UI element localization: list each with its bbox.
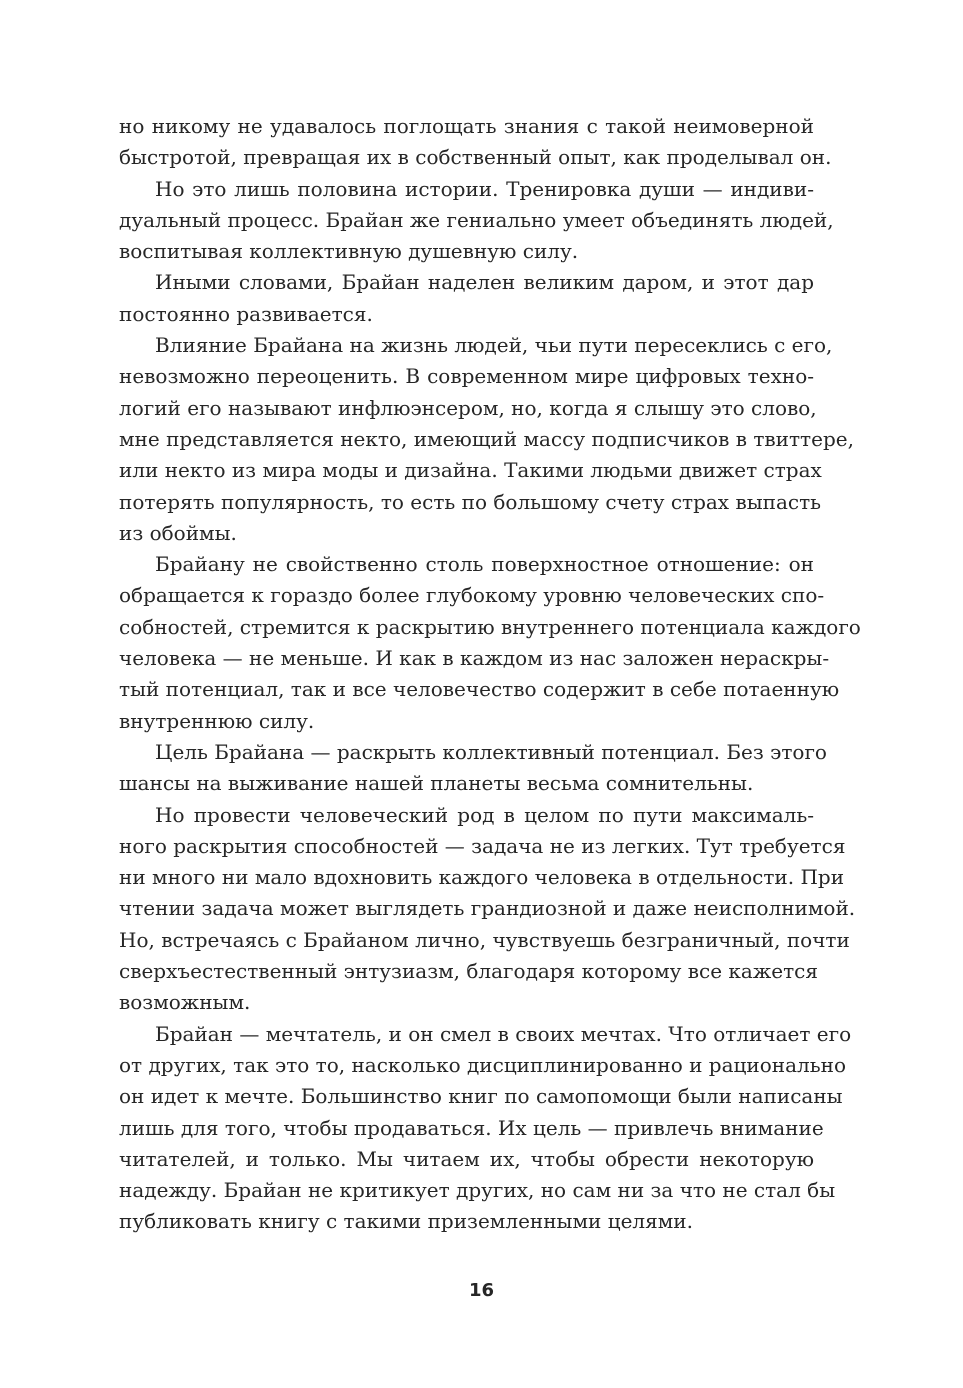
text-line: потерять популярность, то есть по большому счету страх выпасть	[119, 489, 822, 514]
text-line: дуальный процесс. Брайан же гениально умеет объединять людей,	[119, 207, 834, 232]
text-line: постоянно развивается.	[119, 301, 373, 326]
text-line: Брайан — мечтатель, и он смел в своих мечтах. Что отличает его	[155, 1021, 852, 1046]
text-line: но никому не удавалось поглощать знания с такой неимоверной	[119, 114, 814, 138]
paragraph	[119, 737, 827, 800]
body-text	[119, 111, 861, 1238]
text-line: внутреннюю силу.	[119, 708, 315, 733]
text-line: человека — не меньше. И как в каждом из нас заложен нераскры-	[119, 646, 830, 671]
text-line: мне представляется некто, имеющий массу подписчиков в твиттере,	[119, 426, 854, 451]
text-line: Но, встречаясь с Брайаном лично, чувствуешь безграничный, почти	[119, 927, 850, 952]
text-line: публиковать книгу с такими приземленными целями.	[119, 1209, 693, 1234]
text-line: невозможно переоценить. В современном мире цифровых техно-	[119, 364, 814, 389]
text-line: Иными словами, Брайан наделен великим даром, и этот дар	[155, 270, 814, 295]
text-line: от других, так это то, насколько дисциплинированно и рационально	[119, 1052, 846, 1077]
page-number: 16	[468, 1280, 495, 1301]
text-line: из обоймы.	[119, 520, 237, 545]
text-line: чтении задача может выглядеть грандиозной и даже неисполнимой.	[119, 896, 856, 921]
text-line: Влияние Брайана на жизнь людей, чьи пути пересеклись с его,	[155, 333, 833, 358]
text-line: собностей, стремится к раскрытию внутреннего потенциала каждого	[119, 614, 861, 639]
text-line: ни много ни мало вдохновить каждого человека в отдельности. При	[119, 865, 845, 890]
paragraph	[119, 267, 814, 330]
paragraph	[119, 330, 854, 549]
text-line: Но это лишь половина истории. Тренировка души — индиви-	[155, 176, 814, 201]
paragraph	[119, 1019, 852, 1238]
text-line: сверхъестественный энтузиазм, благодаря которому все кажется	[119, 959, 818, 984]
paragraph	[119, 174, 834, 268]
text-line: Брайану не свойственно столь поверхностное отношение: он	[155, 552, 814, 577]
text-line: ного раскрытия способностей — задача не из легких. Тут требуется	[119, 833, 846, 858]
text-line: логий его называют инфлюэнсером, но, когда я слышу это слово,	[119, 395, 817, 420]
text-line: Цель Брайана — раскрыть коллективный потенциал. Без этого	[155, 739, 827, 764]
text-line: воспитывая коллективную душевную силу.	[119, 239, 579, 264]
text-line: быстротой, превращая их в собственный опыт, как проделывал он.	[119, 145, 832, 170]
text-line: надежду. Брайан не критикует других, но сам ни за что не стал бы	[119, 1178, 836, 1203]
text-line: или некто из мира моды и дизайна. Такими людьми движет страх	[119, 458, 822, 483]
text-line: тый потенциал, так и все человечество содержит в себе потаенную	[119, 677, 840, 702]
paragraph	[119, 549, 861, 737]
text-line: возможным.	[119, 990, 251, 1015]
paragraph	[119, 800, 856, 1019]
text-line: Но провести человеческий род в целом по пути максималь-	[155, 802, 814, 827]
text-line: он идет к мечте. Большинство книг по самопомощи были написаны	[119, 1084, 843, 1109]
text-line: читателей, и только. Мы читаем их, чтобы обрести некоторую	[119, 1146, 814, 1171]
paragraph	[119, 111, 832, 174]
text-line: обращается к гораздо более глубокому уровню человеческих спо-	[119, 583, 825, 608]
text-line: лишь для того, чтобы продаваться. Их цель — привлечь внимание	[119, 1115, 824, 1140]
text-line: шансы на выживание нашей планеты весьма сомнительны.	[119, 771, 754, 796]
